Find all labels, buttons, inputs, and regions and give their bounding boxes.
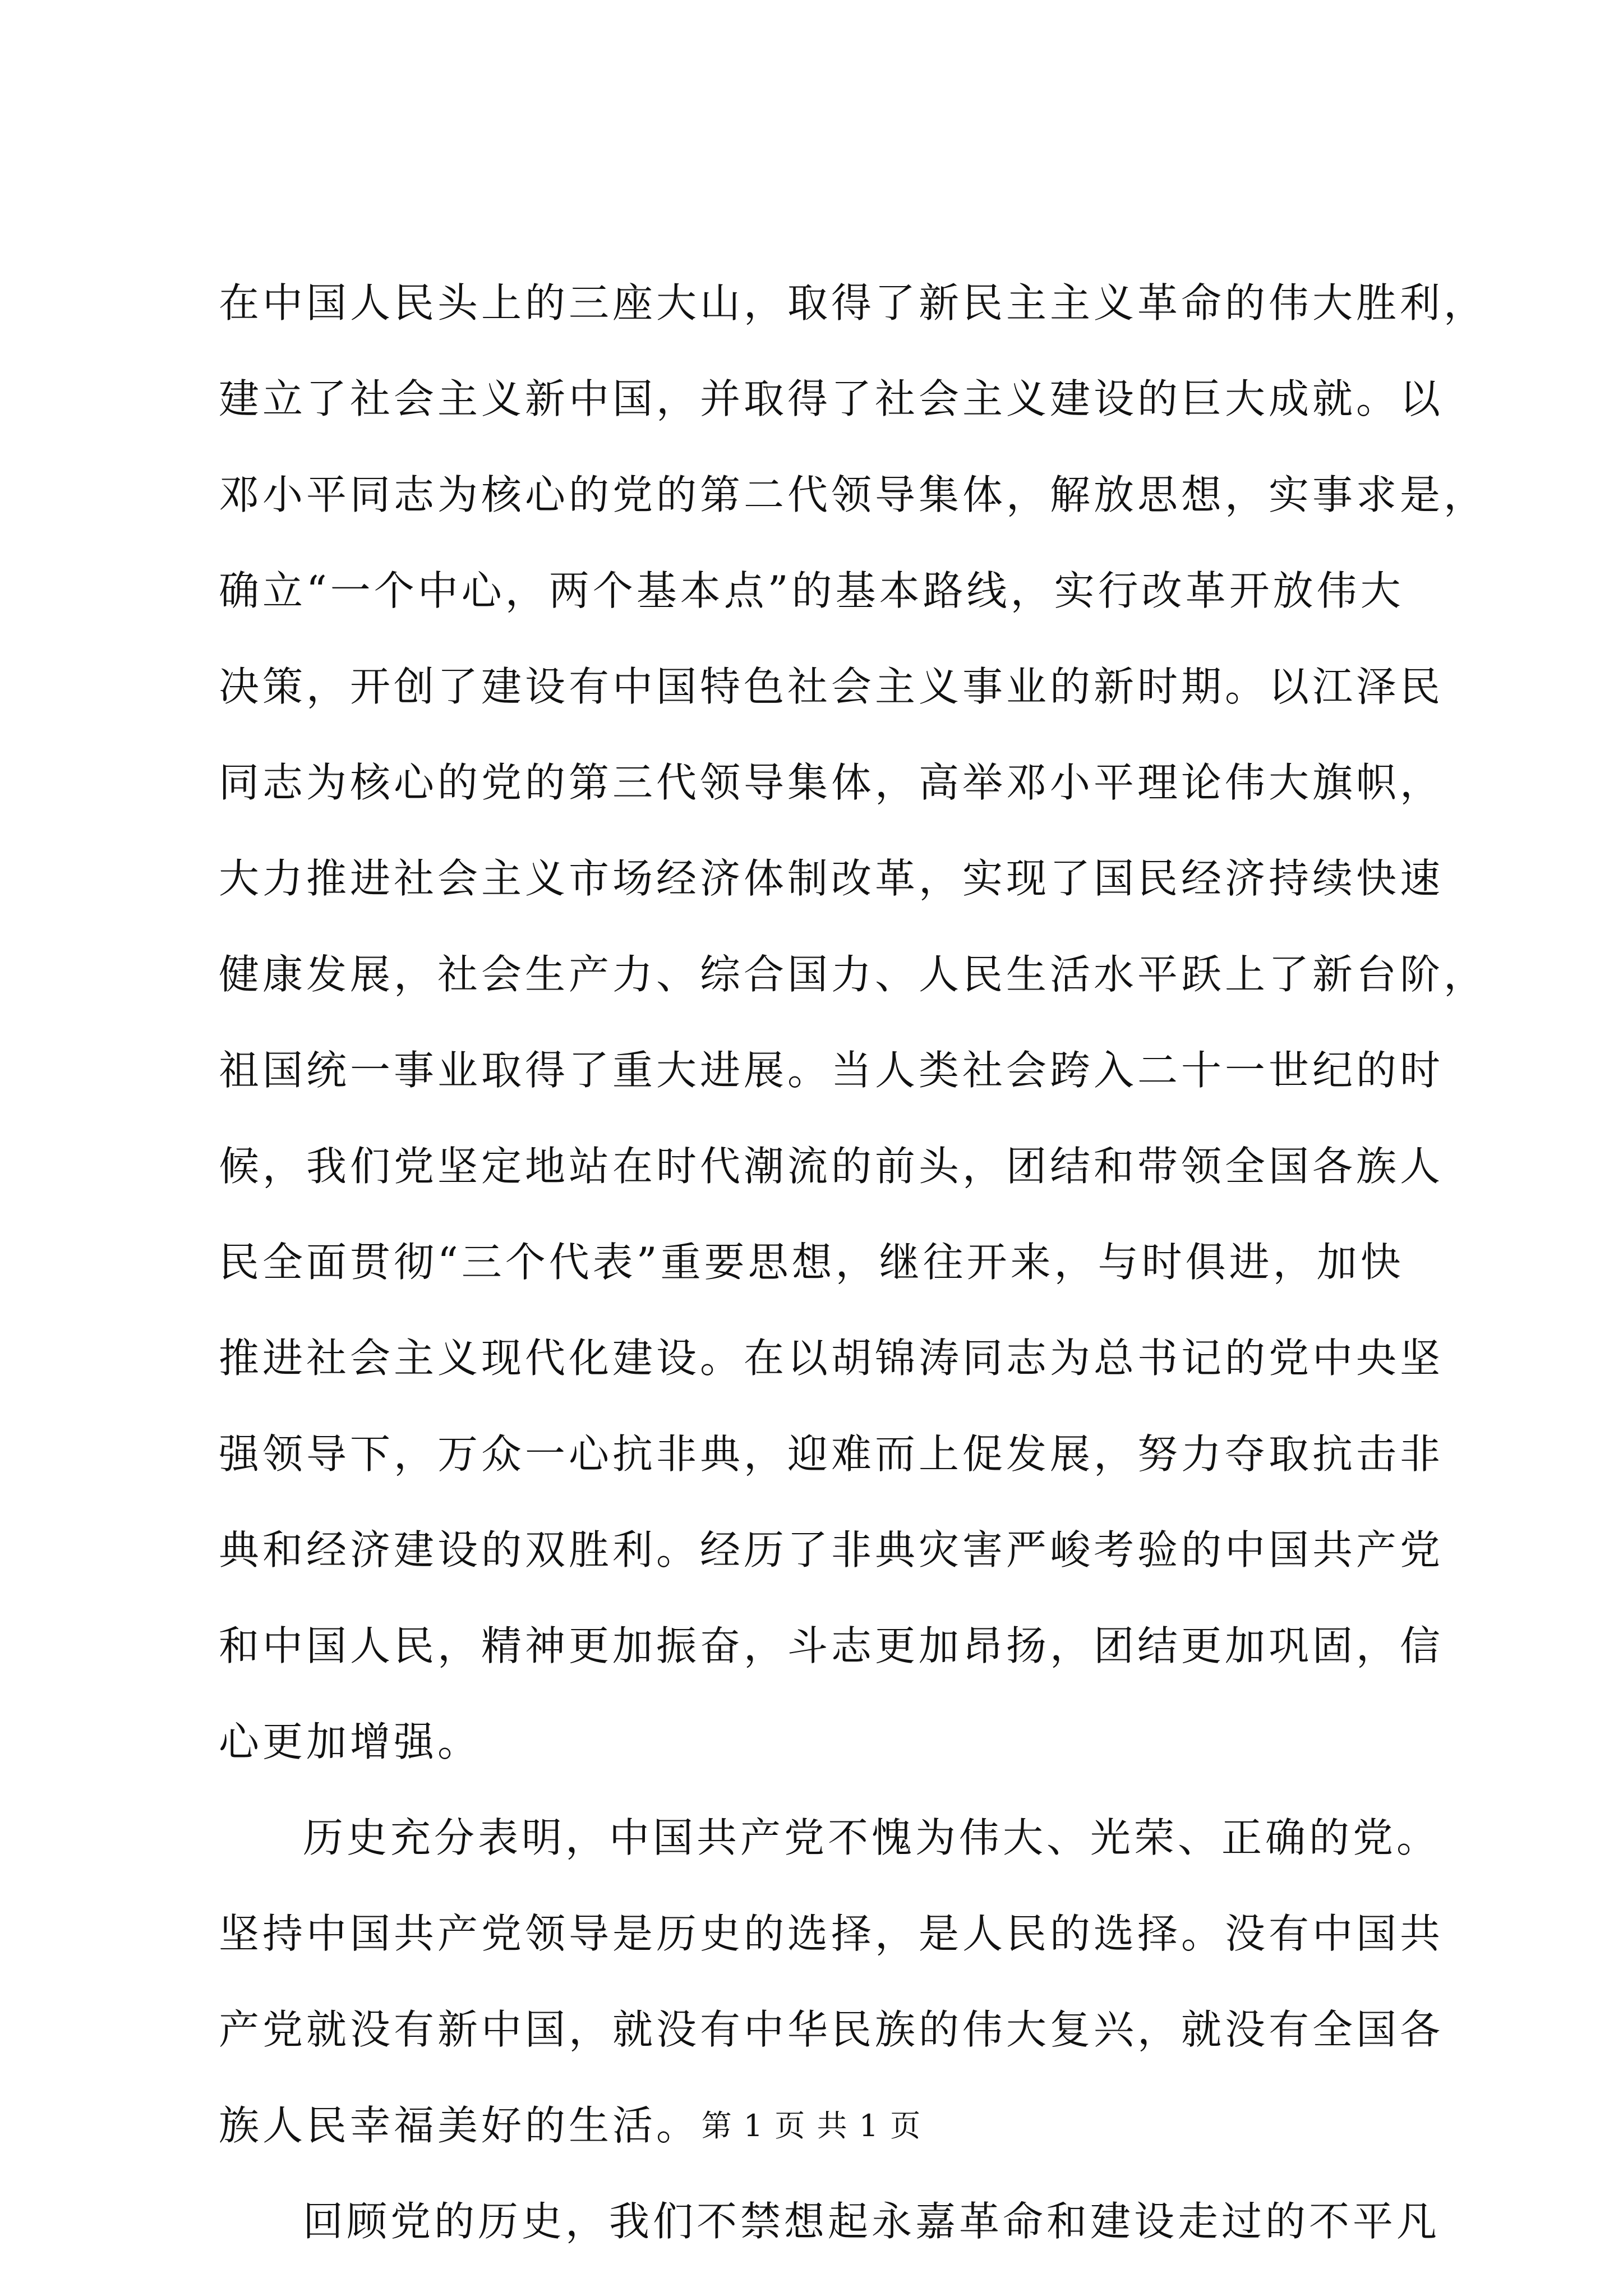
text-line: 心更加增强。: [219, 1718, 482, 1765]
text-line: 典和经济建设的双胜利。经历了非典灾害严峻考验的中国共产党: [219, 1526, 1444, 1573]
page-footer: [0, 2106, 1623, 2146]
text-line: 推进社会主义现代化建设。在以胡锦涛同志为总书记的党中央坚: [219, 1335, 1444, 1382]
text-line: 建立了社会主义新中国，并取得了社会主义建设的巨大成就。以: [219, 375, 1444, 422]
text-line: 强领导下，万众一心抗非典，迎难而上促发展，努力夺取抗击非: [219, 1430, 1444, 1478]
document-body: [219, 255, 1488, 2270]
text-line: 同志为核心的党的第三代领导集体，高举邓小平理论伟大旗帜，: [219, 759, 1444, 806]
paragraph-start-line: 回顾党的历史，我们不禁想起永嘉革命和建设走过的不平凡: [303, 2198, 1441, 2245]
text-line: 候，我们党坚定地站在时代潮流的前头，团结和带领全国各族人: [219, 1143, 1444, 1190]
text-line: 和中国人民，精神更加振奋，斗志更加昂扬，团结更加巩固，信: [219, 1622, 1444, 1669]
text-line: 健康发展，社会生产力、综合国力、人民生活水平跃上了新台阶，: [219, 951, 1488, 998]
text-line: 邓小平同志为核心的党的第二代领导集体，解放思想，实事求是，: [219, 471, 1488, 518]
paragraph-start-line: 历史充分表明，中国共产党不愧为伟大、光荣、正确的党。: [303, 1814, 1441, 1861]
text-line: 民全面贯彻“三个代表”重要思想，继往开来，与时俱进，加快: [219, 1239, 1404, 1286]
text-line: 族人民幸福美好的生活。: [219, 2102, 700, 2149]
text-line: 坚持中国共产党领导是历史的选择，是人民的选择。没有中国共: [219, 1910, 1444, 1957]
page-number-label: 第 1 页 共 1 页: [701, 2108, 922, 2143]
text-line: 在中国人民头上的三座大山，取得了新民主主义革命的伟大胜利，: [219, 279, 1488, 326]
text-line: 产党就没有新中国，就没有中华民族的伟大复兴，就没有全国各: [219, 2006, 1444, 2053]
text-line: 祖国统一事业取得了重大进展。当人类社会跨入二十一世纪的时: [219, 1047, 1444, 1094]
text-line: 大力推进社会主义市场经济体制改革，实现了国民经济持续快速: [219, 855, 1444, 902]
text-line: 决策，开创了建设有中国特色社会主义事业的新时期。以江泽民: [219, 663, 1444, 710]
text-line: 确立“一个中心，两个基本点”的基本路线，实行改革开放伟大: [219, 567, 1404, 614]
